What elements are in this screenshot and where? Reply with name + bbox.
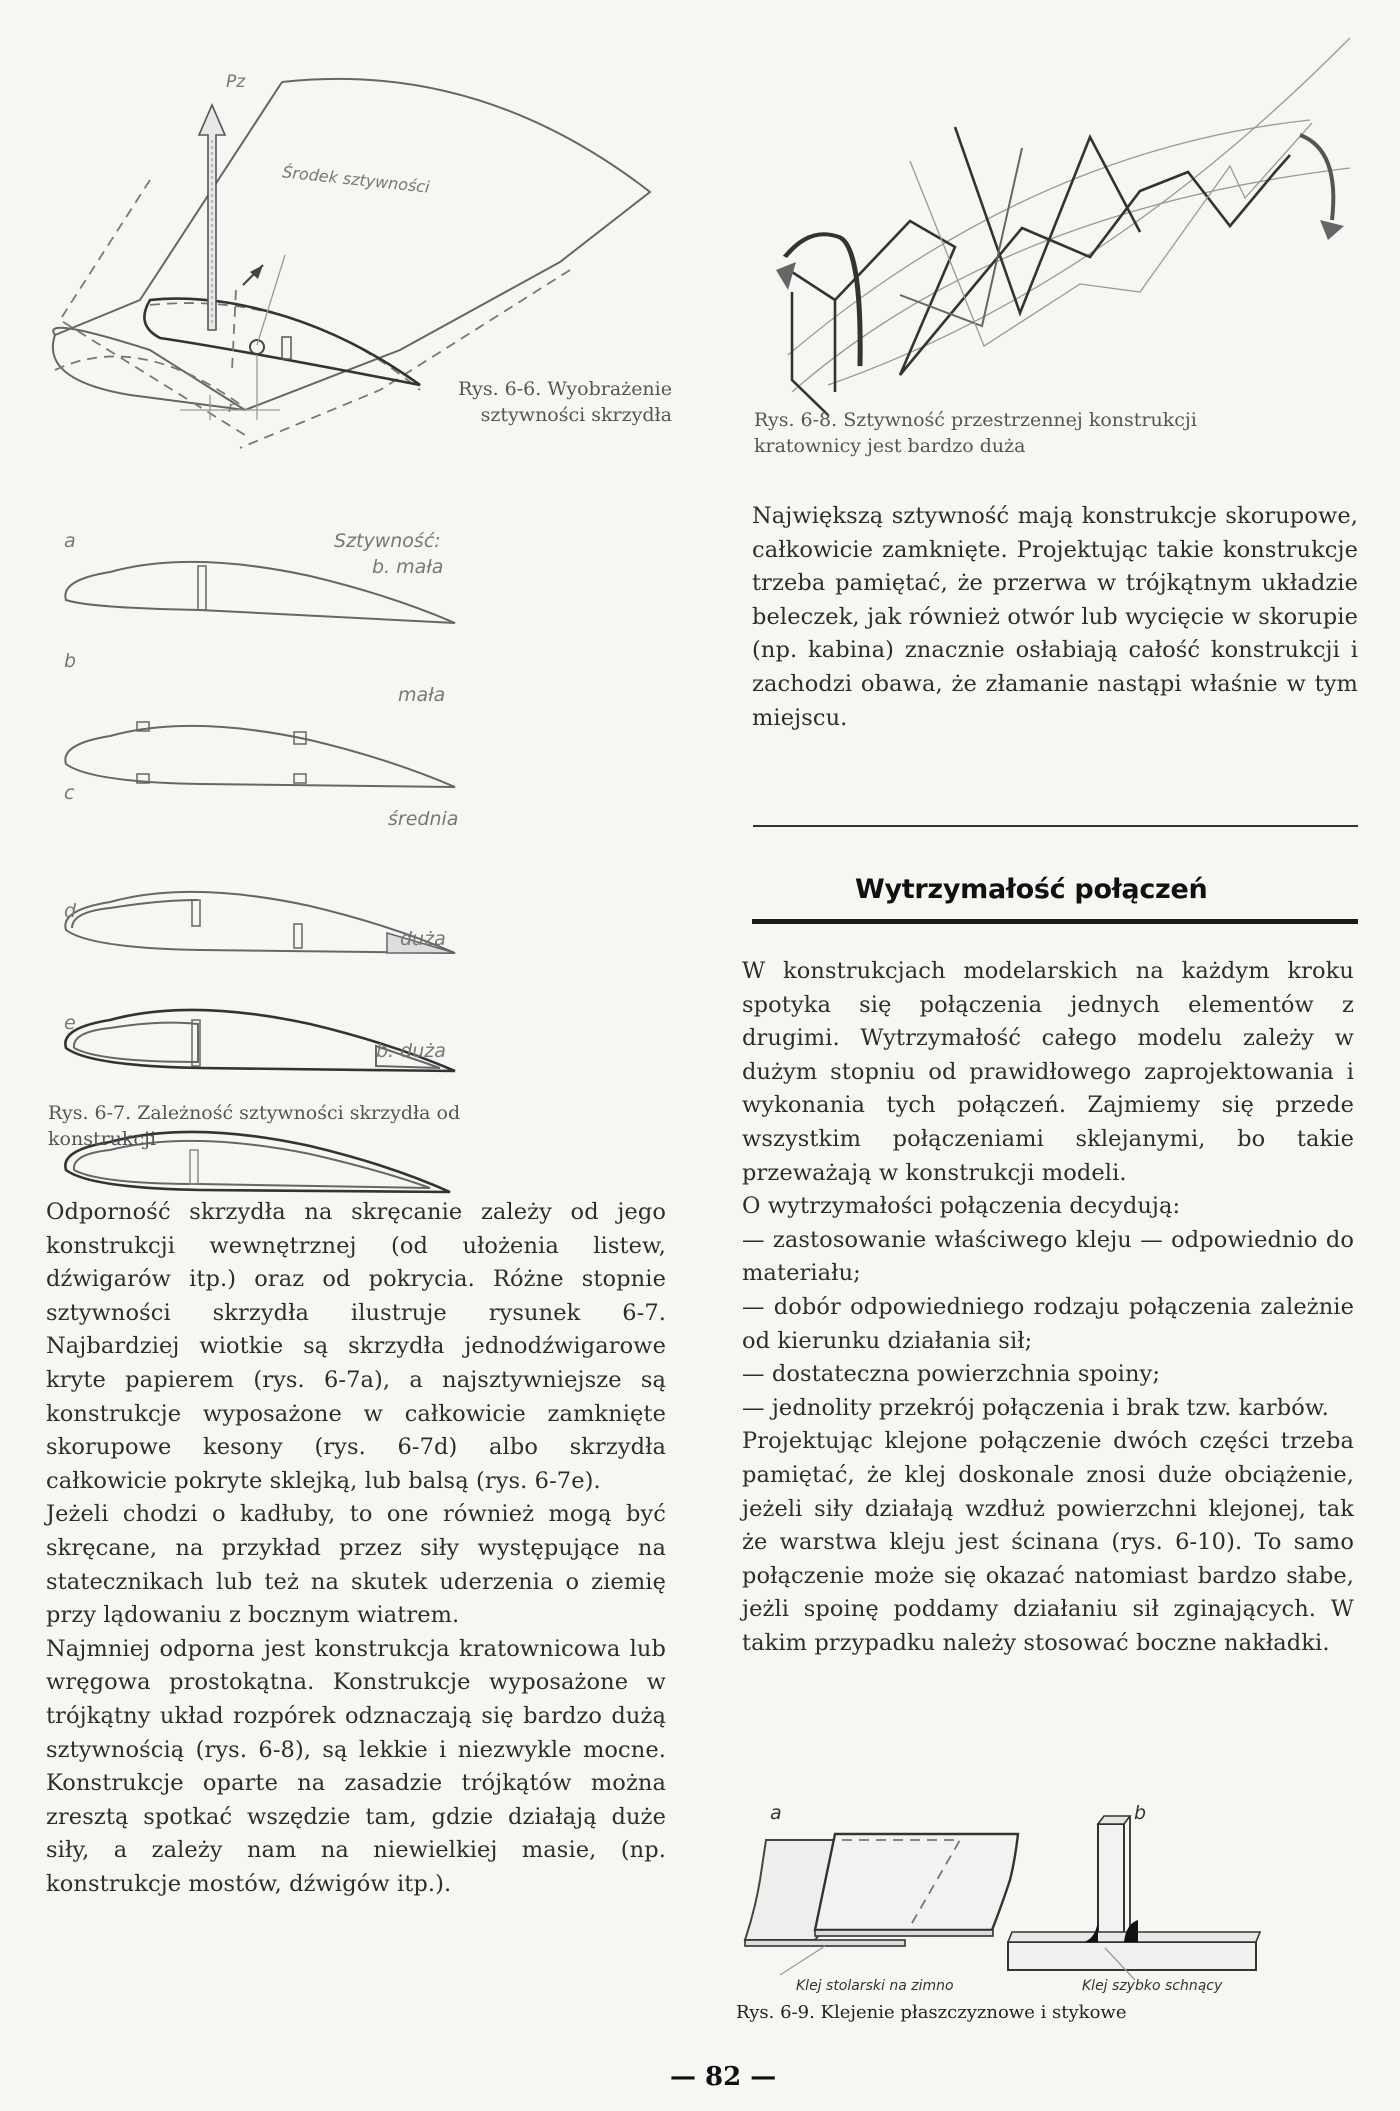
figure-6-7 [0, 500, 700, 1180]
profile-b-stiffness: mała [398, 684, 446, 706]
profile-e-stiffness: b. duża [376, 1040, 446, 1062]
right-column-text [742, 955, 1354, 1660]
page-number: — 82 — [670, 2062, 777, 2092]
caption-line: Rys. 6-7. Zależność sztywności skrzydła od [48, 1102, 461, 1124]
profile-c-letter: c [64, 782, 75, 804]
stiffness-center-label: Środek sztywności [281, 162, 431, 197]
list-item: — jednolity przekrój połączenia i brak tzw. karbów. [742, 1394, 1329, 1421]
figure-6-8 [700, 0, 1400, 470]
caption-line: Rys. 6-6. Wyobrażenie [458, 378, 672, 400]
section-rule-top [753, 825, 1358, 827]
section-heading: Wytrzymałość połączeń [855, 874, 1208, 905]
glue-a-label: Klej stolarski na zimno [796, 1978, 954, 1994]
profile-c-stiffness: średnia [388, 808, 459, 830]
figure-6-6-caption [380, 376, 672, 428]
caption-line: konstrukcji [48, 1128, 157, 1150]
profile-d-stiffness: duża [400, 928, 446, 950]
caption-line: Rys. 6-8. Sztywność przestrzennej konstrukcji [754, 409, 1197, 431]
figure-6-8-caption [754, 407, 1314, 459]
caption-line: kratownicy jest bardzo duża [754, 435, 1026, 457]
joint-b-label: b [1134, 1802, 1147, 1824]
glue-joints-drawing [730, 1790, 1400, 2030]
wing-stiffness-drawing [0, 0, 700, 440]
dimension-r-label: r [228, 398, 235, 416]
profile-c [65, 892, 455, 953]
paragraph: Projektując klejone połączenie dwóch części trzeba pamiętać, że klej doskonale znosi duże obciążenie, jeżeli siły działają wzdłuż powierzchni klejonej, tak że warstwa kleju jest ścinana (rys. 6-10). To samo połączenie może się okazać natomiast bardzo słabe, jeżli spoinę poddamy działaniu sił zginających. W takim przypadku należy stosować boczne nakładki. [742, 1428, 1354, 1656]
list-item: — dostateczna powierzchnia spoiny; [742, 1361, 1161, 1388]
paragraph: W konstrukcjach modelarskich na każdym kroku spotyka się połączenia jednych elementów z drugimi. Wytrzymałość całego modelu zależy w dużym stopniu od prawidłowego zaprojektowania i wykonania tych połączeń. Zajmiemy się przede wszystkim połączeniami sklejanymi, bo takie przeważają w konstrukcji modeli. [742, 958, 1354, 1186]
joint-a-label: a [770, 1802, 782, 1824]
profile-b [65, 722, 455, 787]
figure-6-9-caption: Rys. 6-9. Klejenie płaszczyznowe i stykowe [736, 2002, 1127, 2023]
wing-sections-drawing [0, 500, 700, 1180]
list-item: — zastosowanie właściwego kleju — odpowiednio do materiału; [742, 1226, 1354, 1287]
profile-d-letter: d [64, 900, 77, 922]
section-rule-bottom [752, 919, 1358, 924]
profile-a-letter: a [64, 530, 76, 552]
left-column-text [46, 1196, 666, 1901]
paragraph: Najmniej odporna jest konstrukcja kratownicowa lub wręgowa prostokątna. Konstrukcje wyposażone w trójkątny układ rozpórek odznaczają się bardzo dużą sztywnością (rys. 6-8), są lekkie i niezwykle mocne. Konstrukcje oparte na zasadzie trójkątów można zresztą spotkać wszędzie tam, gdzie działają duże siły, a zależy nam na niewielkiej masie, (np. konstrukcje mostów, dźwigów itp.). [46, 1635, 666, 1897]
truss-fuselage-drawing [700, 0, 1400, 470]
profile-e-letter: e [64, 1012, 76, 1034]
right-column-intro [752, 500, 1358, 735]
list-item: — dobór odpowiedniego rodzaju połączenia zależnie od kierunku działania sił; [742, 1293, 1354, 1354]
paragraph: Jeżeli chodzi o kadłuby, to one również mogą być skręcane, na przykład przez siły występujące na statecznikach lub też na skutek uderzenia o ziemię przy lądowaniu z bocznym wiatrem. [46, 1501, 666, 1629]
profile-b-letter: b [64, 650, 77, 672]
figure-6-7-caption [48, 1100, 608, 1152]
force-label-pz: Pz [226, 72, 246, 92]
glue-b-label: Klej szybko schnący [1082, 1978, 1223, 1994]
figure-6-9 [730, 1790, 1400, 2030]
paragraph: Odporność skrzydła na skręcanie zależy od jego konstrukcji wewnętrznej (od ułożenia listew, dźwigarów itp.) oraz od pokrycia. Różne stopnie sztywności skrzydła ilustruje rysunek 6-7. Najbardziej wiotkie są skrzydła jednodźwigarowe kryte papierem (rys. 6-7a), a najsztywniejsze są konstrukcje wyposażone w całkowicie zamknięte skorupowe kesony (rys. 6-7d) albo skrzydła całkowicie pokryte sklejką, lub balsą (rys. 6-7e). [46, 1199, 666, 1494]
stiffness-header-label: Sztywność: [334, 530, 441, 552]
caption-line: sztywności skrzydła [480, 404, 672, 426]
paragraph: Największą sztywność mają konstrukcje skorupowe, całkowicie zamknięte. Projektując takie konstrukcje trzeba pamiętać, że przerwa w trójkątnym układzie beleczek, jak również otwór lub wycięcie w skorupie (np. kabina) znacznie osłabiają całość konstrukcji i zachodzi obawa, że złamanie nastąpi właśnie w tym miejscu. [752, 503, 1358, 731]
paragraph: O wytrzymałości połączenia decydują: [742, 1193, 1181, 1220]
figure-6-6 [0, 0, 700, 440]
profile-a-stiffness: b. mała [372, 556, 444, 578]
